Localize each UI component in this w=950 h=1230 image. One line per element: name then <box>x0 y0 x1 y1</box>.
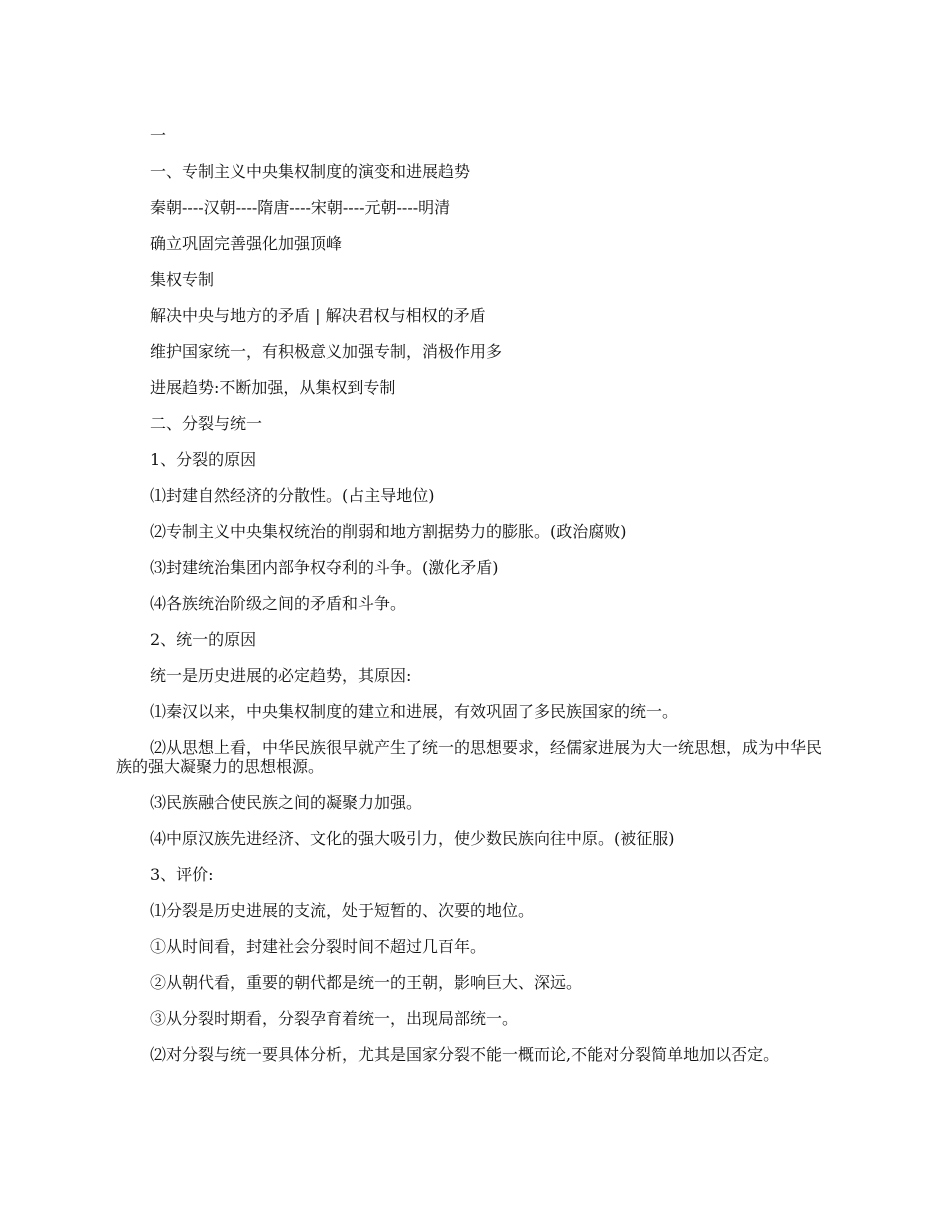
text-line: 进展趋势:不断加强，从集权到专制 <box>150 378 396 397</box>
list-item: ⑴分裂是历史进展的支流，处于短暂的、次要的地位。 <box>150 901 535 920</box>
list-item: ⑷各族统治阶级之间的矛盾和斗争。 <box>150 594 407 613</box>
document-body <box>116 126 832 1081</box>
list-item: ⑵专制主义中央集权统治的削弱和地方割据势力的膨胀。(政治腐败) <box>150 522 627 541</box>
list-item: ⑵从思想上看，中华民族很早就产生了统一的思想要求，经儒家进展为大一统思想，成为中华民族的强大凝聚力的思想根源。 <box>116 738 823 776</box>
list-item: ⑷中原汉族先进经济、文化的强大吸引力，使少数民族向往中原。(被征服) <box>150 829 675 848</box>
section-heading: 二、分裂与统一 <box>150 414 263 433</box>
list-item: ⑶封建统治集团内部争权夺利的斗争。(激化矛盾) <box>150 558 499 577</box>
list-item: ③从分裂时期看，分裂孕育着统一，出现局部统一。 <box>150 1009 519 1028</box>
subsection-heading: 3、评价: <box>150 865 214 884</box>
text-line: 秦朝----汉朝----隋唐----宋朝----元朝----明清 <box>150 198 451 217</box>
list-item: ⑴封建自然经济的分散性。(占主导地位) <box>150 486 435 505</box>
list-item: ①从时间看，封建社会分裂时间不超过几百年。 <box>150 937 487 956</box>
heading-marker: 一 <box>150 126 167 145</box>
list-item: ⑴秦汉以来，中央集权制度的建立和进展，有效巩固了多民族国家的统一。 <box>150 702 679 721</box>
text-line: 集权专制 <box>150 270 215 289</box>
text-line: 维护国家统一，有积极意义加强专制，消极作用多 <box>150 342 503 361</box>
text-line: 解决中央与地方的矛盾 | 解决君权与相权的矛盾 <box>150 306 486 325</box>
text-line: 确立巩固完善强化加强顶峰 <box>150 234 343 253</box>
list-item: ②从朝代看，重要的朝代都是统一的王朝，影响巨大、深远。 <box>150 973 583 992</box>
list-item: ⑶民族融合使民族之间的凝聚力加强。 <box>150 793 423 812</box>
list-item: ⑵对分裂与统一要具体分析，尤其是国家分裂不能一概而论,不能对分裂简单地加以否定。 <box>150 1045 780 1064</box>
subsection-heading: 1、分裂的原因 <box>150 450 257 469</box>
section-heading: 一、专制主义中央集权制度的演变和进展趋势 <box>150 162 471 181</box>
text-line: 统一是历史进展的必定趋势，其原因: <box>150 666 412 685</box>
subsection-heading: 2、统一的原因 <box>150 630 257 649</box>
